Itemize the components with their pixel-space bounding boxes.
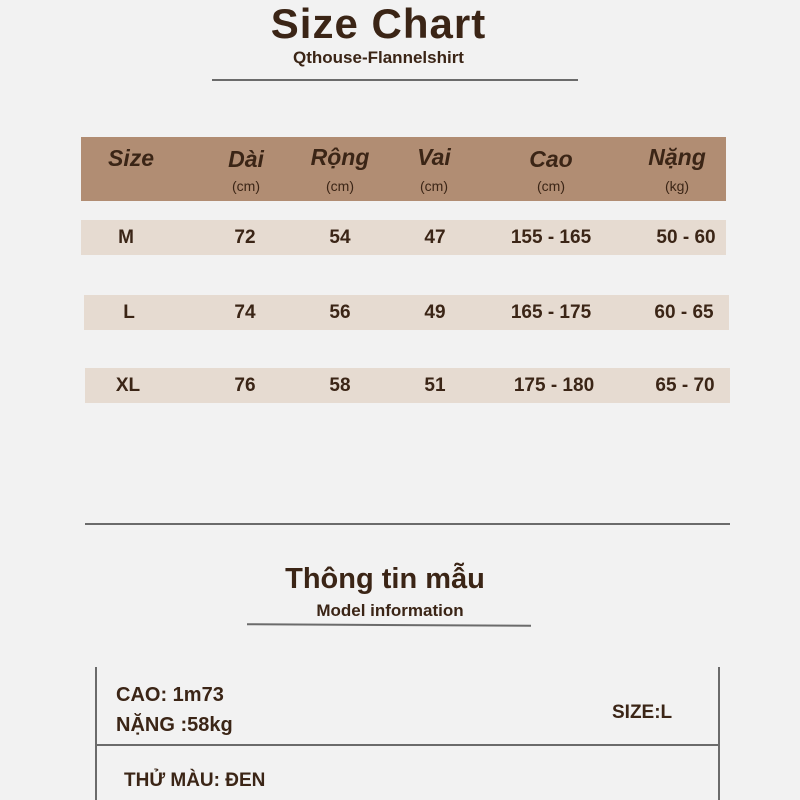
size-cell: XL <box>115 375 141 396</box>
model-info-title: Thông tin mẫu <box>285 563 485 595</box>
cao-cell: 175 - 180 <box>513 375 595 396</box>
rong-cell: 58 <box>329 375 351 396</box>
table-row <box>85 368 730 403</box>
cao-cell: 165 - 175 <box>510 302 592 323</box>
nang-cell: 65 - 70 <box>655 375 715 396</box>
section-divider <box>85 523 730 525</box>
model-box-right-border <box>718 667 720 800</box>
column-header-dai: Dài (cm) <box>228 146 264 194</box>
model-weight: NẶNG :58kg <box>116 714 233 736</box>
column-header-rong: Rộng (cm) <box>310 144 370 194</box>
dai-cell: 72 <box>234 227 256 248</box>
table-row <box>84 295 729 330</box>
dai-cell: 74 <box>234 302 256 323</box>
vai-cell: 47 <box>424 227 446 248</box>
cao-cell: 155 - 165 <box>510 227 592 248</box>
nang-cell: 60 - 65 <box>654 302 714 323</box>
column-header-vai: Vai (cm) <box>417 144 451 194</box>
column-header-size: Size <box>107 145 155 171</box>
nang-cell: 50 - 60 <box>656 227 716 248</box>
model-info-subtitle: Model information <box>316 601 464 620</box>
model-box-divider <box>95 744 720 746</box>
column-header-nang: Nặng (kg) <box>648 144 706 194</box>
vai-cell: 49 <box>424 302 446 323</box>
column-header-cao: Cao (cm) <box>529 146 573 194</box>
model-box-left-border <box>95 667 97 800</box>
page-title: Size Chart <box>270 0 487 47</box>
model-info-divider <box>247 623 531 626</box>
title-divider <box>212 79 578 81</box>
size-table-header <box>81 137 726 201</box>
size-cell: M <box>118 227 134 248</box>
rong-cell: 54 <box>329 227 351 248</box>
table-row <box>81 220 726 255</box>
model-height: CAO: 1m73 <box>116 684 224 706</box>
model-size: SIZE:L <box>612 702 673 723</box>
vai-cell: 51 <box>424 375 446 396</box>
rong-cell: 56 <box>329 302 351 323</box>
model-color: THỬ MÀU: ĐEN <box>124 770 266 791</box>
product-name: Qthouse-Flannelshirt <box>293 48 464 67</box>
dai-cell: 76 <box>234 375 256 396</box>
size-cell: L <box>123 302 135 323</box>
